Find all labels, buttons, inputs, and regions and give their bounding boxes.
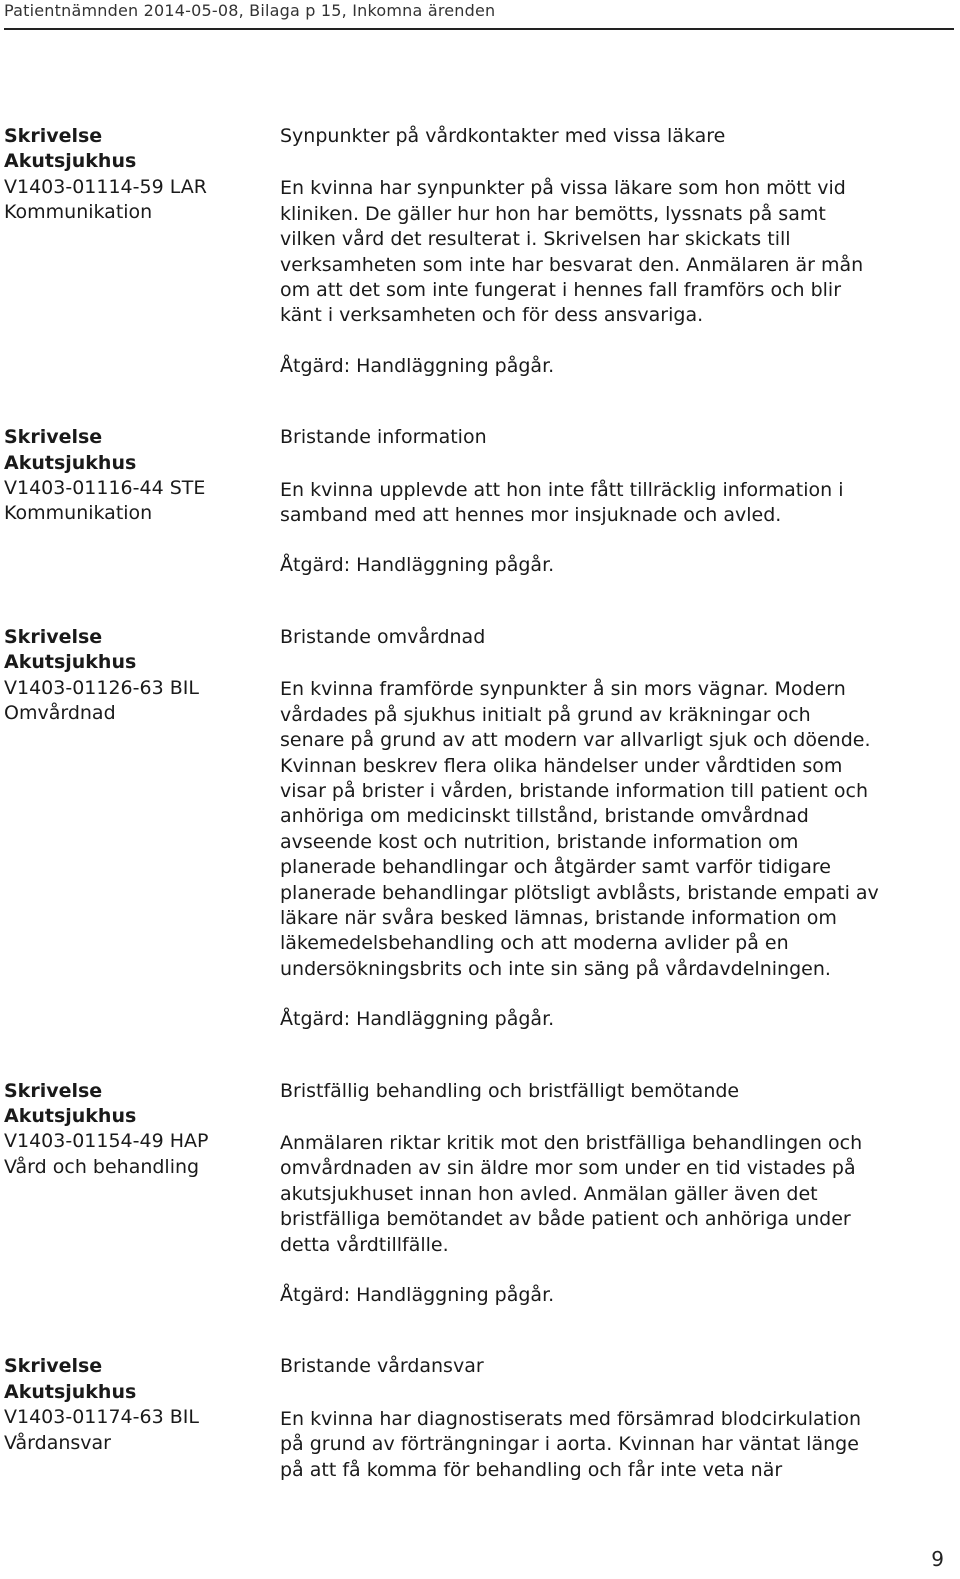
case-entry [4,1079,944,1309]
case-unit: Akutsjukhus [4,1104,137,1127]
case-category: Kommunikation [4,201,153,224]
case-type: Skrivelse [4,125,103,147]
case-meta [4,124,280,379]
case-category: Omvårdnad [4,702,116,725]
case-meta [4,425,280,579]
case-body [280,1354,944,1508]
case-type: Skrivelse [4,1355,103,1378]
case-id: V1403-01116-44 STE [4,477,206,500]
case-subject: Bristande omvårdnad [280,625,486,648]
case-id: V1403-01154-49 HAP [4,1130,209,1153]
case-unit: Akutsjukhus [4,651,137,674]
case-id: V1403-01114-59 LAR [4,175,207,198]
case-text: En kvinna har diagnostiserats med försämrad blodcirkulation på grund av förträngningar i aorta. Kvinnan har väntat länge på att få komma för behandling och får inte veta när [280,1407,862,1481]
case-subject: Bristfällig behandling och bristfälligt bemötande [280,1079,740,1102]
case-type: Skrivelse [4,625,103,648]
case-action: Åtgärd: Handläggning pågår. [280,554,555,577]
case-id: V1403-01174-63 BIL [4,1406,199,1429]
case-meta [4,1354,280,1508]
case-body [280,425,944,579]
case-unit: Akutsjukhus [4,451,137,474]
case-type: Skrivelse [4,426,103,449]
header-text: Patientnämnden 2014-05-08, Bilaga p 15, Inkomna ärenden [4,1,496,20]
case-entry [4,124,944,379]
case-action: Åtgärd: Handläggning pågår. [280,354,555,377]
case-body [280,124,944,379]
case-text: Anmälaren riktar kritik mot den bristfälliga behandlingen och omvårdnaden av sin äldre mor som under en tid vistades på akutsjukhuset innan hon avled. Anmälan gäller även det bristfälliga bemötandet av både patient och anhöriga under detta vårdtillfälle. [280,1131,863,1256]
case-category: Kommunikation [4,502,153,525]
page-header [4,0,954,30]
case-text: En kvinna upplevde att hon inte fått tillräcklig information i samband med att hennes mor insjuknade och avled. [280,478,844,527]
case-entry [4,625,944,1033]
case-body [280,625,944,1033]
case-category: Vårdansvar [4,1431,111,1454]
case-id: V1403-01126-63 BIL [4,676,199,699]
case-entry [4,1354,944,1508]
case-action: Åtgärd: Handläggning pågår. [280,1008,555,1031]
case-body [280,1079,944,1309]
case-subject: Bristande information [280,426,487,449]
case-action: Åtgärd: Handläggning pågår. [280,1284,555,1306]
case-type: Skrivelse [4,1079,103,1102]
page-number: 9 [931,1547,944,1571]
case-subject: Bristande vårdansvar [280,1355,484,1378]
case-unit: Akutsjukhus [4,1380,137,1403]
case-entry [4,425,944,579]
case-meta [4,625,280,1033]
case-meta [4,1079,280,1309]
case-text: En kvinna har synpunkter på vissa läkare som hon mött vid kliniken. De gäller hur hon har bemötts, lyssnats på samt vilken vård det resulterat i. Skrivelsen har skickats till verksamheten som inte har besvarat den. Anmälaren är mån om att det som inte fungerat i hennes fall framförs och blir känt i verksamheten och för dess ansvariga. [280,177,864,327]
case-text: En kvinna framförde synpunkter å sin mors vägnar. Modern vårdades på sjukhus initialt på grund av kräkningar och senare på grund av att modern var allvarligt sjuk och döende. Kvinnan beskrev flera olika händelser under vårdtiden som visar på brister i vården, bristande information till patient och anhöriga om medicinskt tillstånd, bristande omvårdnad avseende kost och nutrition, bristande information om planerade behandlingar och åtgärder samt varför tidigare planerade behandlingar plötsligt avblåsts, bristande empati av läkare när svåra besked lämnas, bristande information om läkemedelsbehandling och att moderna avlider på en undersökningsbrits och inte sin säng på vårdavdelningen. [280,678,879,980]
case-unit: Akutsjukhus [4,150,137,173]
case-subject: Synpunkter på vårdkontakter med vissa läkare [280,125,726,147]
case-list [4,124,944,1554]
case-category: Vård och behandling [4,1155,200,1178]
